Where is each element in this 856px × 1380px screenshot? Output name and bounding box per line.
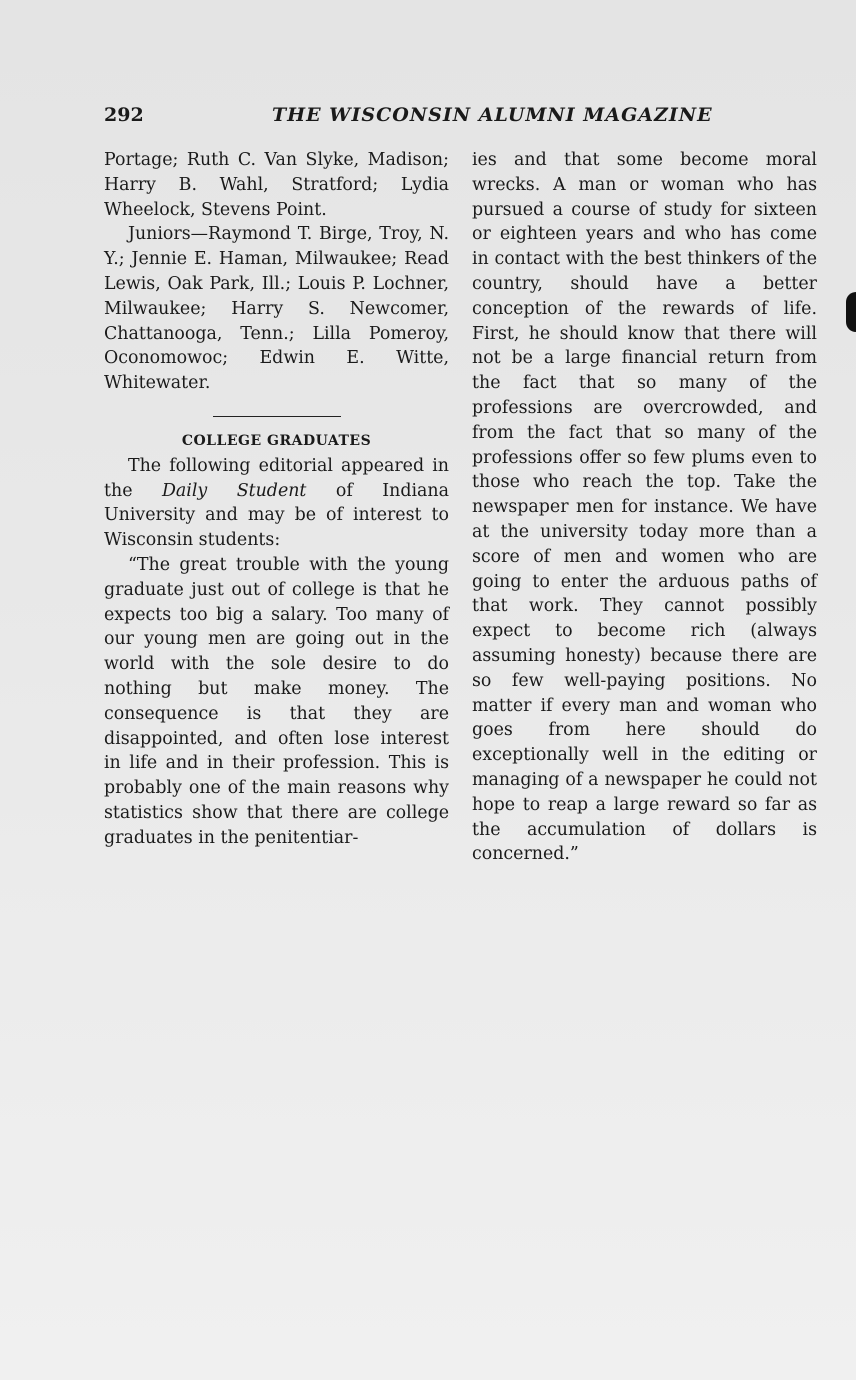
right-column bbox=[472, 148, 817, 867]
left-column bbox=[104, 148, 449, 851]
seniors-list-continued: Portage; Ruth C. Van Slyke, Madison; Harry B. Wahl, Stratford; Lydia Wheelock, Stevens Point. bbox=[104, 150, 449, 220]
editorial-quote-start: “The great trouble with the young graduate just out of college is that he expects too big a salary. Too many of our young men are going out in the world with the sole desire to do nothing but make money. The consequence is that they are disappointed, and often lose interest in life and in their profession. This is probably one of the main reasons why statistics show that there are college graduates in the penitentiar- bbox=[104, 554, 449, 848]
binding-edge-mark bbox=[846, 292, 856, 332]
juniors-list: Juniors—Raymond T. Birge, Troy, N. Y.; Jennie E. Haman, Milwaukee; Read Lewis, Oak Park, Ill.; Louis P. Lochner, Milwaukee; Harry S. Newcomer, Chattanooga, Tenn.; Lilla Pomeroy, Oconomowoc; Edwin E. Witte, Whitewater. bbox=[104, 224, 449, 394]
editorial-quote-continued: ies and that some become moral wrecks. A man or woman who has pursued a course of study for sixteen or eighteen years and who has come in contact with the best thinkers of the country, should have a better conception of the rewards of life. First, he should know that there will not be a large financial return from the fact that so many of the professions are overcrowded, and from the fact that so many of the professions offer so few plums even to those who reach the top. Take the newspaper men for instance. We have at the university today more than a score of men and women who are going to enter the arduous paths of that work. They cannot possibly expect to become rich (always assuming honesty) because there are so few well-paying positions. No matter if every man and woman who goes from here should do exceptionally well in the editing or managing of a newspaper he could not hope to reap a large reward so far as the accumulation of dollars is concerned.” bbox=[472, 150, 817, 865]
section-heading: COLLEGE GRADUATES bbox=[181, 432, 372, 449]
intro-text-after: of Indiana University and may be of interest to Wisconsin students: bbox=[104, 480, 449, 551]
editorial-intro bbox=[104, 454, 449, 553]
intro-text-before: The following editorial appeared in the bbox=[104, 455, 449, 501]
journal-title: THE WISCONSIN ALUMNI MAGAZINE bbox=[272, 104, 713, 126]
publication-name: Daily Student bbox=[161, 480, 307, 501]
page-number: 292 bbox=[104, 104, 144, 126]
section-divider bbox=[213, 416, 341, 417]
running-head bbox=[104, 104, 816, 132]
